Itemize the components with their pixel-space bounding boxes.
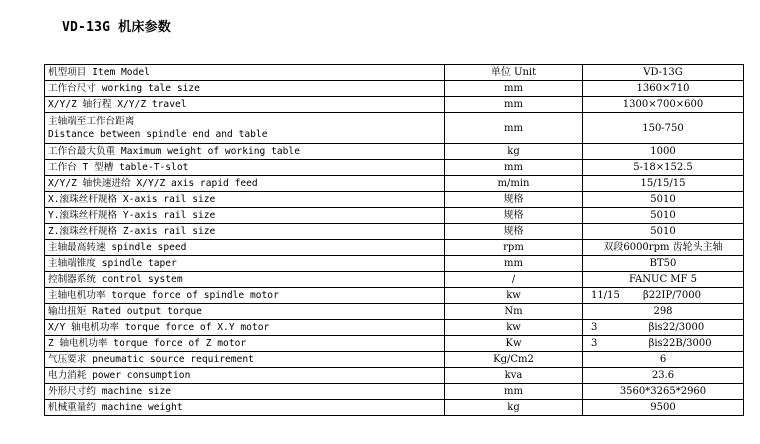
table-row (45, 272, 744, 288)
unit-cell: m/min (445, 176, 583, 192)
unit-cell: 单位 Unit (445, 65, 583, 81)
table-row (45, 160, 744, 176)
item-cell: X/Y/Z 轴行程 X/Y/Z travel (45, 97, 445, 113)
unit-cell: mm (445, 384, 583, 400)
item-cell: 工作台 T 型槽 table-T-slot (45, 160, 445, 176)
table-row (45, 288, 744, 304)
value-cell: 23.6 (583, 368, 744, 384)
value-cell (583, 336, 744, 352)
item-cell: Z 轴电机功率 torque force of Z motor (45, 336, 445, 352)
table-row (45, 320, 744, 336)
unit-cell: 规格 (445, 208, 583, 224)
table-row (45, 368, 744, 384)
table-row (45, 256, 744, 272)
unit-cell: mm (445, 81, 583, 97)
value-cell: 5-18×152.5 (583, 160, 744, 176)
table-row (45, 97, 744, 113)
value-part-a: 11/15 (591, 290, 620, 301)
unit-cell: mm (445, 113, 583, 144)
table-row (45, 144, 744, 160)
unit-cell: mm (445, 256, 583, 272)
item-cell: Z.滚珠丝杆规格 Z-axis rail size (45, 224, 445, 240)
item-cell: 电力消耗 power consumption (45, 368, 445, 384)
value-cell: 1000 (583, 144, 744, 160)
unit-cell: rpm (445, 240, 583, 256)
unit-cell: kg (445, 400, 583, 416)
value-cell: VD-13G (583, 65, 744, 81)
value-cell: 5010 (583, 192, 744, 208)
unit-cell: Kg/Cm2 (445, 352, 583, 368)
value-cell: BT50 (583, 256, 744, 272)
table-row (45, 176, 744, 192)
table-row (45, 400, 744, 416)
item-cell: Y.滚珠丝杆规格 Y-axis rail size (45, 208, 445, 224)
unit-cell: kw (445, 288, 583, 304)
item-cell: X/Y/Z 轴快速进给 X/Y/Z axis rapid feed (45, 176, 445, 192)
item-cell: X.滚珠丝杆规格 X-axis rail size (45, 192, 445, 208)
unit-cell: kw (445, 320, 583, 336)
value-cell (583, 320, 744, 336)
item-cell: 机型项目 Item Model (45, 65, 445, 81)
table-row (45, 304, 744, 320)
table-row (45, 384, 744, 400)
item-line-2: Distance between spindle end and table (48, 129, 268, 140)
item-cell: X/Y 轴电机功率 torque force of X.Y motor (45, 320, 445, 336)
item-cell: 主轴电机功率 torque force of spindle motor (45, 288, 445, 304)
value-part-a: 3 (591, 322, 598, 333)
page-title: VD-13G 机床参数 (62, 20, 171, 35)
value-part-b: βis22B/3000 (648, 338, 712, 349)
table-row (45, 192, 744, 208)
item-cell: 工作台尺寸 working tale size (45, 81, 445, 97)
value-cell (583, 288, 744, 304)
unit-cell: kva (445, 368, 583, 384)
value-cell: 双段6000rpm 齿轮头主轴 (583, 240, 744, 256)
unit-cell: 规格 (445, 192, 583, 208)
unit-cell: / (445, 272, 583, 288)
table-row (45, 240, 744, 256)
item-cell: 输出扭矩 Rated output torque (45, 304, 445, 320)
table-row (45, 81, 744, 97)
table-row (45, 224, 744, 240)
unit-cell: Kw (445, 336, 583, 352)
table-row (45, 336, 744, 352)
unit-cell: mm (445, 97, 583, 113)
value-cell: FANUC MF 5 (583, 272, 744, 288)
value-part-a: 3 (591, 338, 598, 349)
table-row (45, 208, 744, 224)
table-row (45, 113, 744, 144)
table-row (45, 65, 744, 81)
value-cell: 5010 (583, 208, 744, 224)
value-cell: 150-750 (583, 113, 744, 144)
item-cell (45, 113, 445, 144)
item-cell: 机械重量约 machine weight (45, 400, 445, 416)
item-cell: 工作台最大负重 Maximum weight of working table (45, 144, 445, 160)
value-cell: 298 (583, 304, 744, 320)
unit-cell: 规格 (445, 224, 583, 240)
table-row (45, 352, 744, 368)
item-cell: 主轴最高转速 spindle speed (45, 240, 445, 256)
item-line-1: 主轴端至工作台距离 (48, 116, 135, 127)
spec-table (44, 64, 744, 416)
unit-cell: mm (445, 160, 583, 176)
item-cell: 气压要求 pneumatic source requirement (45, 352, 445, 368)
value-cell: 3560*3265*2960 (583, 384, 744, 400)
value-part-b: βis22/3000 (648, 322, 705, 333)
value-cell: 9500 (583, 400, 744, 416)
value-cell: 15/15/15 (583, 176, 744, 192)
unit-cell: kg (445, 144, 583, 160)
value-cell: 5010 (583, 224, 744, 240)
unit-cell: Nm (445, 304, 583, 320)
item-cell: 控制器系统 control system (45, 272, 445, 288)
item-cell: 主轴端锥度 spindle taper (45, 256, 445, 272)
value-part-b: β22IP/7000 (643, 290, 702, 301)
value-cell: 6 (583, 352, 744, 368)
item-cell: 外形尺寸约 machine size (45, 384, 445, 400)
value-cell: 1360×710 (583, 81, 744, 97)
value-cell: 1300×700×600 (583, 97, 744, 113)
